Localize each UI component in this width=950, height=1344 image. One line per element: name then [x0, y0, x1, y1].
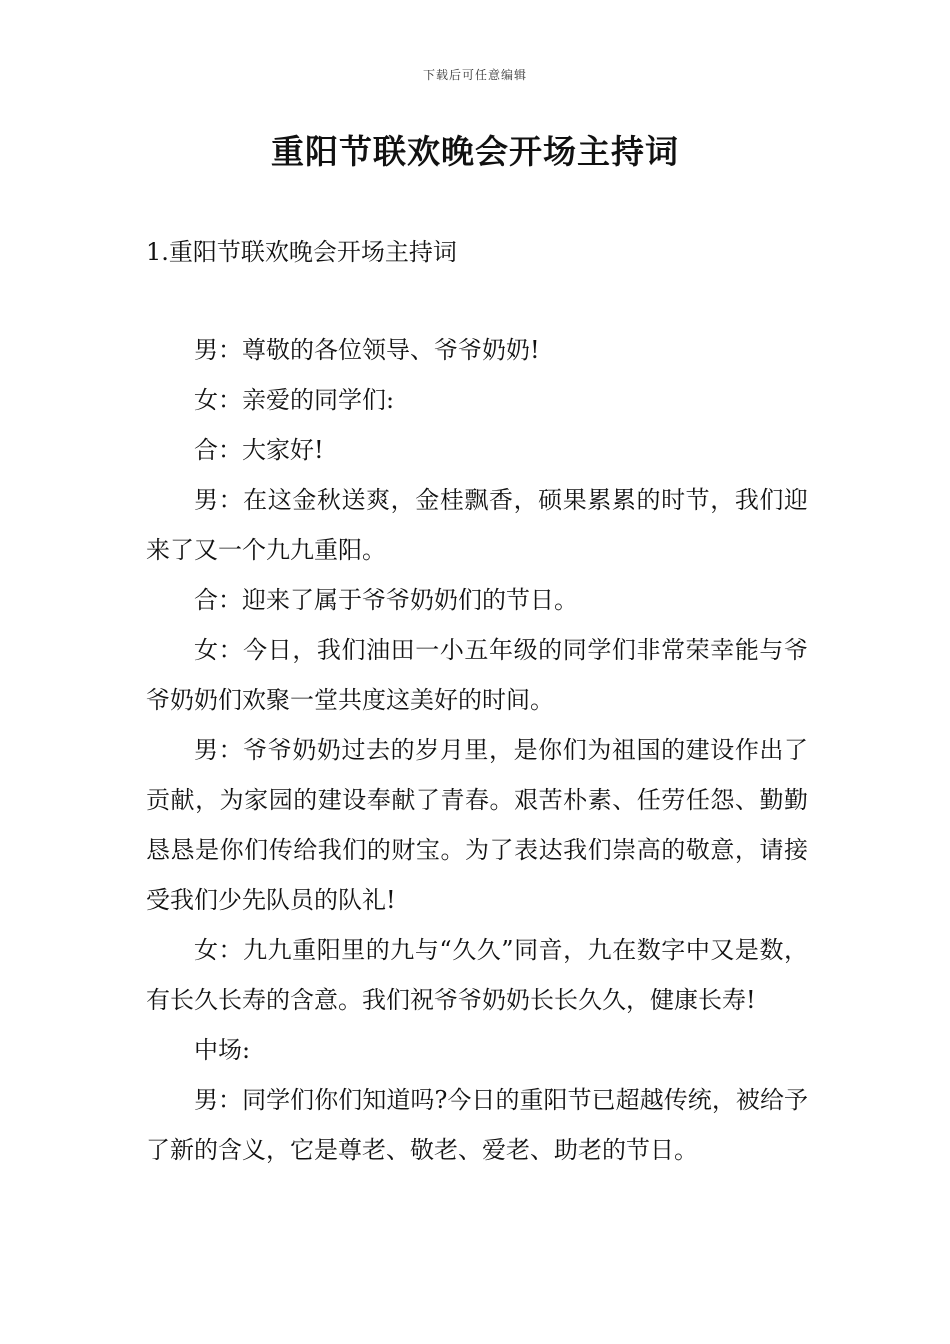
paragraph: 女：亲爱的同学们: — [194, 386, 395, 414]
body-text — [146, 325, 808, 1175]
paragraph: 中场: — [194, 1036, 251, 1064]
paragraph: 男：在这金秋送爽，金桂飘香，硕果累累的时节，我们迎来了又一个九九重阳。 — [146, 486, 808, 564]
paragraph: 男：同学们你们知道吗?今日的重阳节已超越传统，被给予了新的含义，它是尊老、敬老、爱老、助老的节日。 — [146, 1086, 808, 1164]
paragraph: 女：今日，我们油田一小五年级的同学们非常荣幸能与爷爷奶奶们欢聚一堂共度这美好的时间。 — [146, 636, 808, 714]
paragraph: 男：爷爷奶奶过去的岁月里，是你们为祖国的建设作出了贡献，为家园的建设奉献了青春。艰苦朴素、任劳任怨、勤勤恳恳是你们传给我们的财宝。为了表达我们崇高的敬意，请接受我们少先队员的队礼! — [146, 736, 808, 914]
section-heading: 1.重阳节联欢晚会开场主持词 — [146, 238, 457, 266]
paragraph: 女：九九重阳里的九与“久久”同音，九在数字中又是数，有长久长寿的含意。我们祝爷爷奶奶长长久久，健康长寿! — [146, 936, 808, 1014]
paragraph: 男：尊敬的各位领导、爷爷奶奶! — [194, 336, 540, 364]
paragraph: 合：迎来了属于爷爷奶奶们的节日。 — [194, 586, 578, 614]
header-note: 下载后可任意编辑 — [422, 68, 527, 82]
document-title: 重阳节联欢晚会开场主持词 — [271, 132, 679, 171]
paragraph: 合：大家好! — [194, 436, 324, 464]
